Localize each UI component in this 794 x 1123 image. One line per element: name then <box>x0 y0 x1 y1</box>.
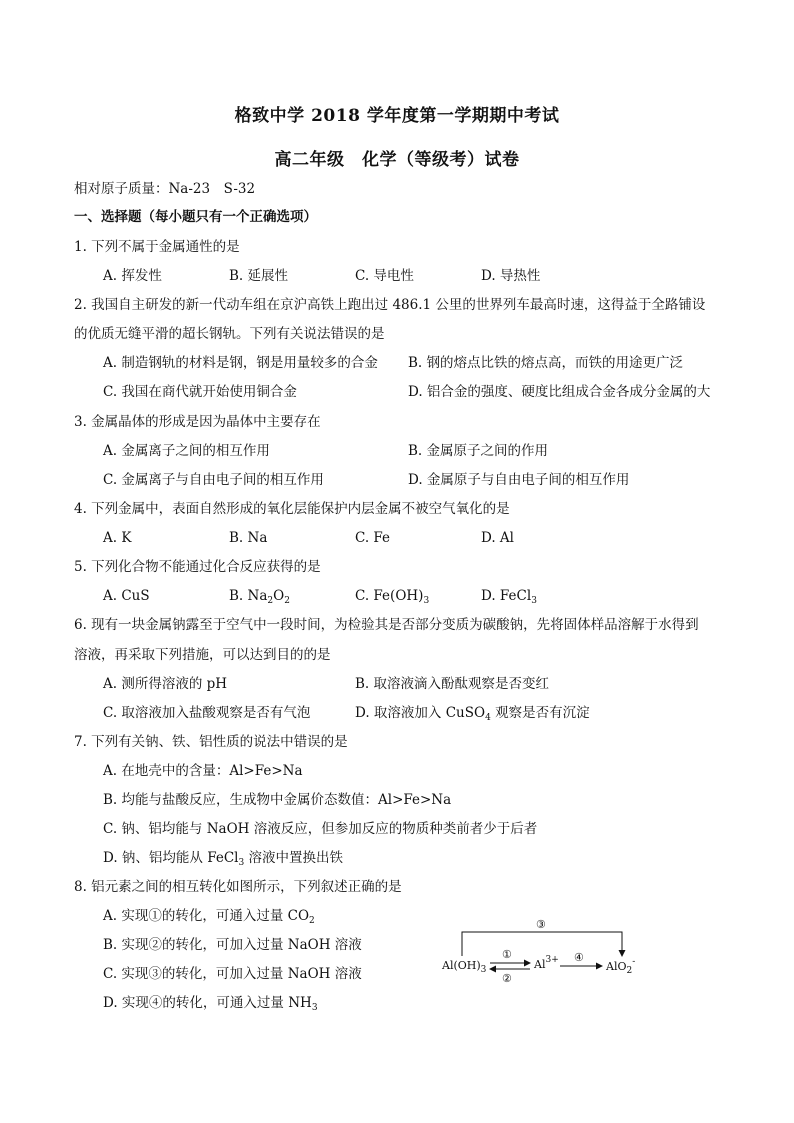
question-4-option-d: D. Al <box>481 530 514 546</box>
question-3-option-b: B. 金属原子之间的作用 <box>408 443 549 459</box>
question-8-option-d: D. 实现④的转化，可通入过量 $NH_3$ <box>103 995 318 1013</box>
question-3-option-c: C. 金属离子与自由电子间的相互作用 <box>103 472 324 488</box>
question-7-option-a: A. 在地壳中的含量：Al>Fe>Na <box>103 763 303 779</box>
section-heading: 一、选择题（每小题只有一个正确选项） <box>74 209 317 225</box>
question-3-option-a: A. 金属离子之间的相互作用 <box>103 443 270 459</box>
atomic-mass-note: 相对原子质量：Na-23 S-32 <box>74 181 256 197</box>
diagram-label-4: ④ <box>574 951 584 964</box>
question-5-option-d: D. FeCl$_3$ <box>481 588 537 606</box>
question-6-option-a: A. 测所得溶液的 pH <box>103 676 228 692</box>
exam-title: 格致中学 2018 学年度第一学期期中考试 <box>234 106 560 126</box>
question-7-option-d: D. 钠、铝均能从 FeCl$_3$ 溶液中置换出铁 <box>103 850 344 868</box>
arrow-3 <box>462 932 622 956</box>
question-1-option-b: B. 延展性 <box>229 268 289 284</box>
question-3-option-d: D. 金属原子与自由电子间的相互作用 <box>408 472 630 488</box>
question-2-option-c: C. 我国在商代就开始使用铜合金 <box>103 384 297 400</box>
diagram-node-aluminate: AlO$_2$- <box>606 957 636 976</box>
question-7-stem: 7. 下列有关钠、铁、铝性质的说法中错误的是 <box>74 734 348 750</box>
question-5-option-a: A. CuS <box>103 588 150 604</box>
question-4-option-a: A. K <box>103 530 132 546</box>
question-2-option-a: A. 制造钢轨的材料是钢，钢是用量较多的合金 <box>103 355 378 371</box>
question-8-option-a: A. 实现①的转化，可通入过量 $CO_2$ <box>103 908 315 926</box>
question-8-stem: 8. 铝元素之间的相互转化如图所示，下列叙述正确的是 <box>74 879 402 895</box>
question-7-option-b: B. 均能与盐酸反应，生成物中金属价态数值：Al>Fe>Na <box>103 792 452 808</box>
question-6-stem-line1: 6. 现有一块金属钠露至于空气中一段时间，为检验其是否部分变质为碳酸钠，先将固体样品溶解于水得到 <box>74 617 699 633</box>
question-2-option-b: B. 钢的熔点比铁的熔点高，而铁的用途更广泛 <box>408 355 684 371</box>
diagram-label-2: ② <box>502 972 512 985</box>
aluminum-conversion-diagram <box>438 918 668 990</box>
question-3-stem: 3. 金属晶体的形成是因为晶体中主要存在 <box>74 414 321 430</box>
exam-subtitle: 高二年级 化学（等级考）试卷 <box>274 150 520 170</box>
diagram-label-1: ① <box>502 948 512 961</box>
question-6-option-c: C. 取溶液加入盐酸观察是否有气泡 <box>103 705 311 721</box>
question-1-option-a: A. 挥发性 <box>103 268 162 284</box>
question-1-option-c: C. 导电性 <box>355 268 414 284</box>
question-1-option-d: D. 导热性 <box>481 268 541 284</box>
question-6-stem-line2: 溶液，再采取下列措施，可以达到目的的是 <box>74 647 331 663</box>
diagram-node-aluminum-hydroxide: $Al(OH)_3$ <box>442 959 487 975</box>
question-8-option-c: C. 实现③的转化，可加入过量 NaOH 溶液 <box>103 966 362 982</box>
diagram-node-aluminum-ion: $Al^{3+}$ <box>534 955 559 971</box>
question-4-option-c: C. Fe <box>355 530 391 546</box>
question-8-option-b: B. 实现②的转化，可加入过量 NaOH 溶液 <box>103 937 362 953</box>
question-6-option-b: B. 取溶液滴入酚酞观察是否变红 <box>355 676 550 692</box>
question-2-stem-line2: 的优质无缝平滑的超长钢轨。下列有关说法错误的是 <box>74 326 385 342</box>
question-2-option-d: D. 铝合金的强度、硬度比组成合金各成分金属的大 <box>408 384 711 400</box>
question-6-option-d: D. 取溶液加入 CuSO$_4$ 观察是否有沉淀 <box>355 705 590 723</box>
question-2-stem-line1: 2. 我国自主研发的新一代动车组在京沪高铁上跑出过 486.1 公里的世界列车最高时速，这得益于全路铺设 <box>74 297 706 313</box>
diagram-arrows <box>438 918 668 990</box>
question-7-option-c: C. 钠、铝均能与 NaOH 溶液反应，但参加反应的物质种类前者少于后者 <box>103 821 538 837</box>
question-5-option-b: B. $Na_2O_2$ <box>229 588 290 606</box>
question-4-option-b: B. Na <box>229 530 268 546</box>
question-1-stem: 1. 下列不属于金属通性的是 <box>74 239 240 255</box>
question-5-stem: 5. 下列化合物不能通过化合反应获得的是 <box>74 559 321 575</box>
question-5-option-c: C. $Fe(OH)_3$ <box>355 588 430 606</box>
question-4-stem: 4. 下列金属中，表面自然形成的氧化层能保护内层金属不被空气氧化的是 <box>74 501 510 517</box>
diagram-label-3: ③ <box>536 918 546 931</box>
